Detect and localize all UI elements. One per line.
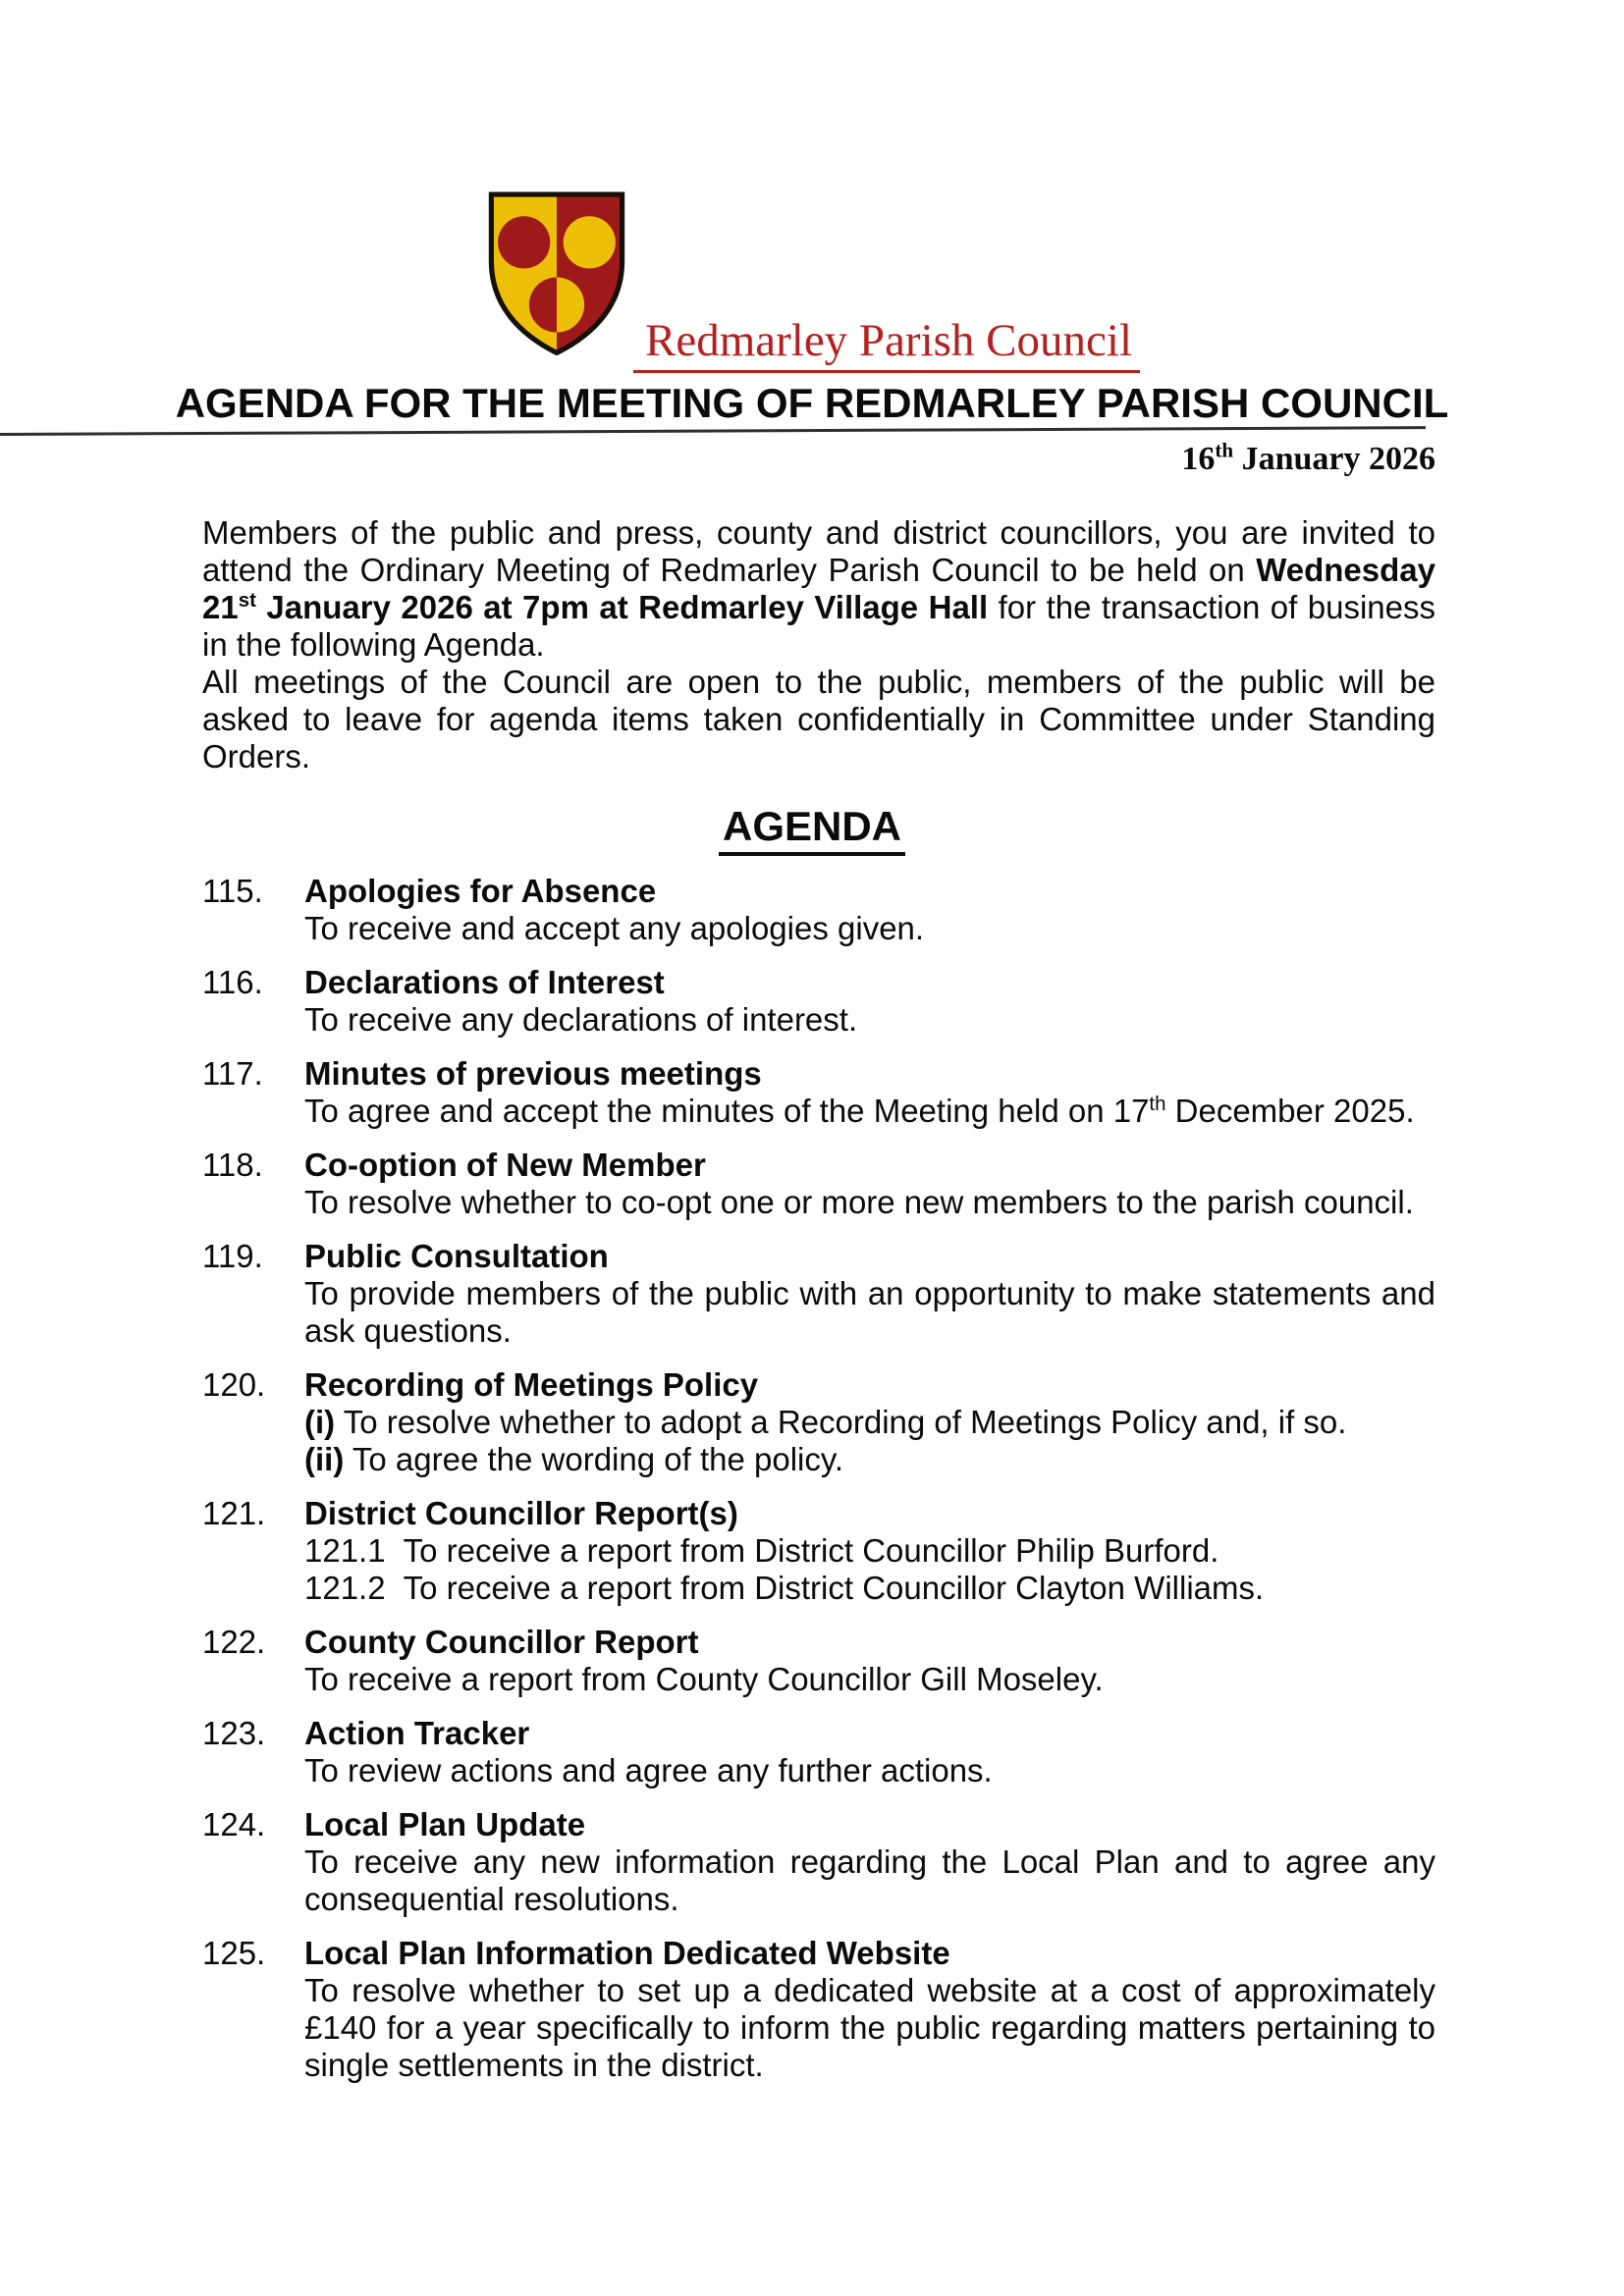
document-header (0, 0, 1624, 366)
agenda-item-118 (202, 1147, 1435, 1221)
subclause-label-ii: (ii) (304, 1441, 345, 1477)
agenda-item-119 (202, 1238, 1435, 1350)
intro-section (202, 514, 1435, 775)
item-content (304, 1055, 1435, 1130)
shield-left-field (484, 188, 557, 357)
item-title: Recording of Meetings Policy (304, 1366, 759, 1403)
agenda-item-125 (202, 1935, 1435, 2084)
item-title: Minutes of previous meetings (304, 1055, 762, 1092)
item-title: Apologies for Absence (304, 873, 657, 909)
item-number: 116. (202, 964, 263, 1000)
item-title: Local Plan Update (304, 1806, 586, 1842)
document-title: AGENDA FOR THE MEETING OF REDMARLEY PARISH COUNCIL (175, 380, 1449, 426)
agenda-item-120 (202, 1366, 1435, 1478)
intro-bold-text-2: January 2026 at 7pm at Redmarley Village Hall (255, 589, 989, 625)
header-divider (0, 426, 1426, 436)
shield-roundel-left (498, 216, 550, 268)
item-title: Co-option of New Member (304, 1147, 706, 1183)
item-number: 119. (202, 1238, 263, 1274)
item-text: To receive and accept any apologies given. (304, 910, 925, 946)
document-date (0, 440, 1624, 479)
subclause-text-i: To resolve whether to adopt a Recording of Meetings Policy and, if so. (335, 1404, 1347, 1440)
item-title: Action Tracker (304, 1715, 530, 1751)
intro-bold-text: Wednesday 21 (202, 552, 1435, 625)
item-subitem-121-1 (304, 1532, 1435, 1570)
item-content (304, 1806, 1435, 1918)
agenda-items (202, 873, 1435, 2084)
shield-right-field (557, 188, 629, 357)
item-number: 117. (202, 1055, 263, 1092)
intro-text: Members of the public and press, county and district councillors, you are invited to attend the Ordinary Meeting of Redmarley Parish Council to be held on (202, 514, 1435, 588)
date-rest: January 2026 (1233, 441, 1435, 477)
agenda-item-115 (202, 873, 1435, 947)
item-text (304, 1093, 1435, 1130)
intro-bold-ordinal: st (238, 589, 256, 612)
item-text: To receive any declarations of interest. (304, 1001, 858, 1038)
agenda-item-117 (202, 1055, 1435, 1130)
subclause-text-ii: To agree the wording of the policy. (344, 1441, 844, 1477)
intro-paragraph-1 (202, 514, 1435, 664)
subitem-text: To receive a report from District Councillor Clayton Williams. (403, 1570, 1265, 1606)
item-content (304, 1624, 1435, 1698)
item-text-part-2: December 2025. (1165, 1093, 1415, 1129)
item-subclause-ii (304, 1441, 1435, 1478)
agenda-item-123 (202, 1715, 1435, 1789)
item-number: 125. (202, 1935, 266, 1971)
intro-text-end: for the transaction of business in the following Agenda. (202, 589, 1435, 663)
item-text: To resolve whether to co-opt one or more new members to the parish council. (304, 1184, 1414, 1220)
item-title: County Councillor Report (304, 1624, 699, 1660)
item-title: District Councillor Report(s) (304, 1495, 738, 1531)
item-content (304, 873, 1435, 947)
item-number: 123. (202, 1715, 266, 1751)
parish-crest-icon (484, 188, 629, 357)
item-content (304, 1147, 1435, 1221)
date-ordinal: th (1215, 438, 1234, 462)
org-name: Redmarley Parish Council (633, 317, 1140, 373)
item-text: To resolve whether to set up a dedicated website at a cost of approximately £140 for a year specifically to inform the public regarding matters pertaining to single settlements in the district. (304, 1972, 1435, 2083)
item-content (304, 1935, 1435, 2084)
item-content (304, 1238, 1435, 1350)
subitem-number: 121.2 (304, 1570, 386, 1606)
intro-paragraph-2: All meetings of the Council are open to the public, members of the public will be asked to leave for agenda items taken confidentially in Committee under Standing Orders. (202, 664, 1435, 774)
item-text: To review actions and agree any further actions. (304, 1752, 993, 1789)
subclause-label-i: (i) (304, 1404, 336, 1440)
item-text-part: To agree and accept the minutes of the Meeting held on 17 (304, 1093, 1150, 1129)
item-content (304, 964, 1435, 1039)
item-text: To receive a report from County Councillor Gill Moseley. (304, 1661, 1104, 1697)
subitem-number: 121.1 (304, 1532, 386, 1569)
agenda-item-116 (202, 964, 1435, 1039)
shield-roundel-right (564, 216, 616, 268)
item-text-ordinal: th (1149, 1093, 1166, 1115)
item-text: To receive any new information regarding the Local Plan and to agree any consequential resolutions. (304, 1843, 1435, 1917)
item-number: 124. (202, 1806, 266, 1842)
item-text: To provide members of the public with an opportunity to make statements and ask questions. (304, 1275, 1435, 1349)
item-subclause-i (304, 1404, 1435, 1441)
item-number: 121. (202, 1495, 266, 1531)
agenda-item-122 (202, 1624, 1435, 1698)
item-subitem-121-2 (304, 1570, 1435, 1607)
item-number: 115. (202, 873, 263, 909)
item-title: Local Plan Information Dedicated Website (304, 1935, 950, 1971)
subitem-text: To receive a report from District Councillor Philip Burford. (403, 1532, 1219, 1569)
item-content (304, 1715, 1435, 1789)
item-title: Public Consultation (304, 1238, 609, 1274)
agenda-heading-wrap (0, 805, 1624, 856)
item-number: 120. (202, 1366, 266, 1403)
agenda-item-121 (202, 1495, 1435, 1607)
agenda-heading: AGENDA (719, 805, 905, 856)
item-title: Declarations of Interest (304, 964, 665, 1000)
item-number: 118. (202, 1147, 263, 1183)
date-day: 16 (1181, 441, 1216, 477)
item-content (304, 1366, 1435, 1478)
item-number: 122. (202, 1624, 266, 1660)
item-content (304, 1495, 1435, 1607)
agenda-item-124 (202, 1806, 1435, 1918)
